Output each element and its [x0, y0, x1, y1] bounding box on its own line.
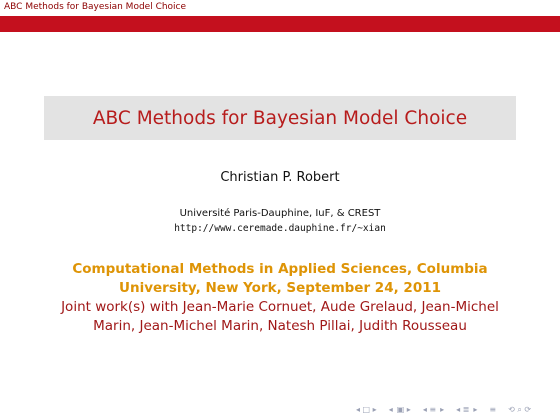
joint-work-line: Joint work(s) with Jean-Marie Cornuet, Aude Grelaud, Jean-Michel Marin, Jean-Michel Marin, Natesh Pillai, Judith Rousseau	[61, 299, 499, 334]
nav-search-icon[interactable]: ⟲ ⌕ ⟳	[508, 405, 532, 414]
header-bar	[0, 16, 560, 32]
title-box	[44, 96, 516, 140]
author-url-link[interactable]: http://www.ceremade.dauphine.fr/~xian	[174, 223, 386, 234]
institute: Université Paris-Dauphine, IuF, & CREST	[179, 208, 381, 219]
nav-first-icon[interactable]: ◂ □ ▸	[356, 405, 377, 414]
nav-next-subsection-icon[interactable]: ▸	[473, 405, 478, 414]
header-title: ABC Methods for Bayesian Model Choice	[4, 2, 187, 12]
nav-prev-subsection-icon[interactable]: ◂ ≣	[456, 405, 470, 414]
author-name: Christian P. Robert	[220, 170, 340, 185]
nav-align-icon[interactable]: ≡	[489, 405, 497, 414]
navigation-bar	[356, 404, 531, 416]
date-block	[50, 260, 510, 336]
nav-next-frame-icon[interactable]: ▣ ▸	[396, 405, 411, 414]
conference-line: Computational Methods in Applied Sciences, Columbia University, New York, September 24, 2011	[72, 261, 488, 296]
nav-prev-section-icon[interactable]: ◂ ≡	[422, 405, 437, 414]
nav-next-section-icon[interactable]: ▸	[440, 405, 445, 414]
slide-title: ABC Methods for Bayesian Model Choice	[92, 107, 468, 129]
nav-prev-frame-icon[interactable]: ◂	[388, 405, 393, 414]
header-strip	[0, 0, 560, 16]
